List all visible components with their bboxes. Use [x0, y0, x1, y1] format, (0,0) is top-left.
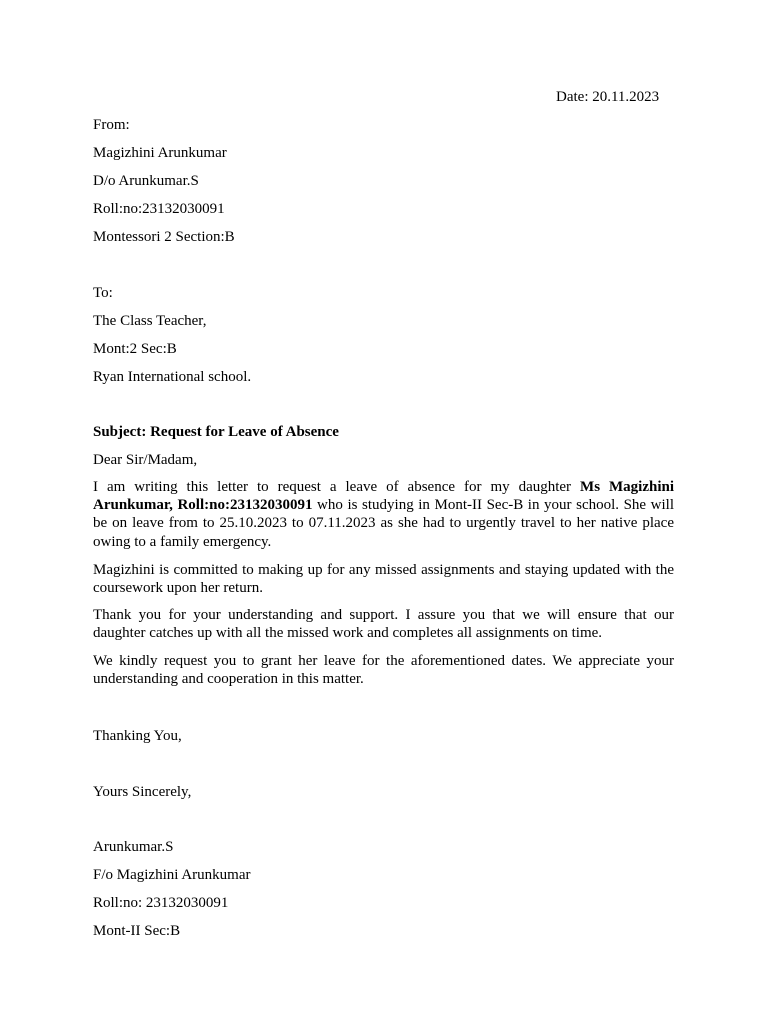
signer-name: Arunkumar.S	[93, 839, 174, 855]
school-name: Ryan International school.	[93, 369, 252, 385]
to-label: To:	[93, 285, 113, 301]
p1-start: I am writing this letter to request a leave of absence for my daughter	[93, 479, 581, 495]
body-paragraph-2: Magizhini is committed to making up for any missed assignments and staying updated with the coursework upon her return.	[93, 562, 674, 597]
sender-section: Montessori 2 Section:B	[93, 229, 235, 245]
signer-relation: F/o Magizhini Arunkumar	[93, 867, 251, 883]
sender-roll: Roll:no:23132030091	[93, 201, 225, 217]
letter-date: Date: 20.11.2023	[556, 89, 660, 105]
recipient-class: Mont:2 Sec:B	[93, 341, 177, 357]
p1-end: who is studying in Mont-II Sec-B in your school. She will be on leave from to 25.10.2023 to 07.11.2023 as she had to urgently travel to her native place owing to a family emergency.	[93, 497, 674, 550]
student-identity: Ms Magizhini Arunkumar, Roll:no:23132030091	[93, 479, 674, 514]
thanks-line: Thanking You,	[93, 728, 182, 744]
signer-class: Mont-II Sec:B	[93, 923, 181, 939]
sign-off: Yours Sincerely,	[93, 784, 192, 800]
sender-relation: D/o Arunkumar.S	[93, 173, 199, 189]
subject-line: Subject: Request for Leave of Absence	[93, 424, 339, 440]
body-paragraph-1	[93, 478, 674, 551]
body-paragraph-4: We kindly request you to grant her leave for the aforementioned dates. We appreciate your understanding and cooperation in this matter.	[93, 653, 674, 688]
salutation: Dear Sir/Madam,	[93, 452, 198, 468]
sender-name: Magizhini Arunkumar	[93, 145, 227, 161]
from-label: From:	[93, 117, 130, 133]
signer-roll: Roll:no: 23132030091	[93, 895, 229, 911]
recipient: The Class Teacher,	[93, 313, 207, 329]
body-paragraph-3: Thank you for your understanding and support. I assure you that we will ensure that our daughter catches up with all the missed work and completes all assignments on time.	[93, 607, 674, 642]
